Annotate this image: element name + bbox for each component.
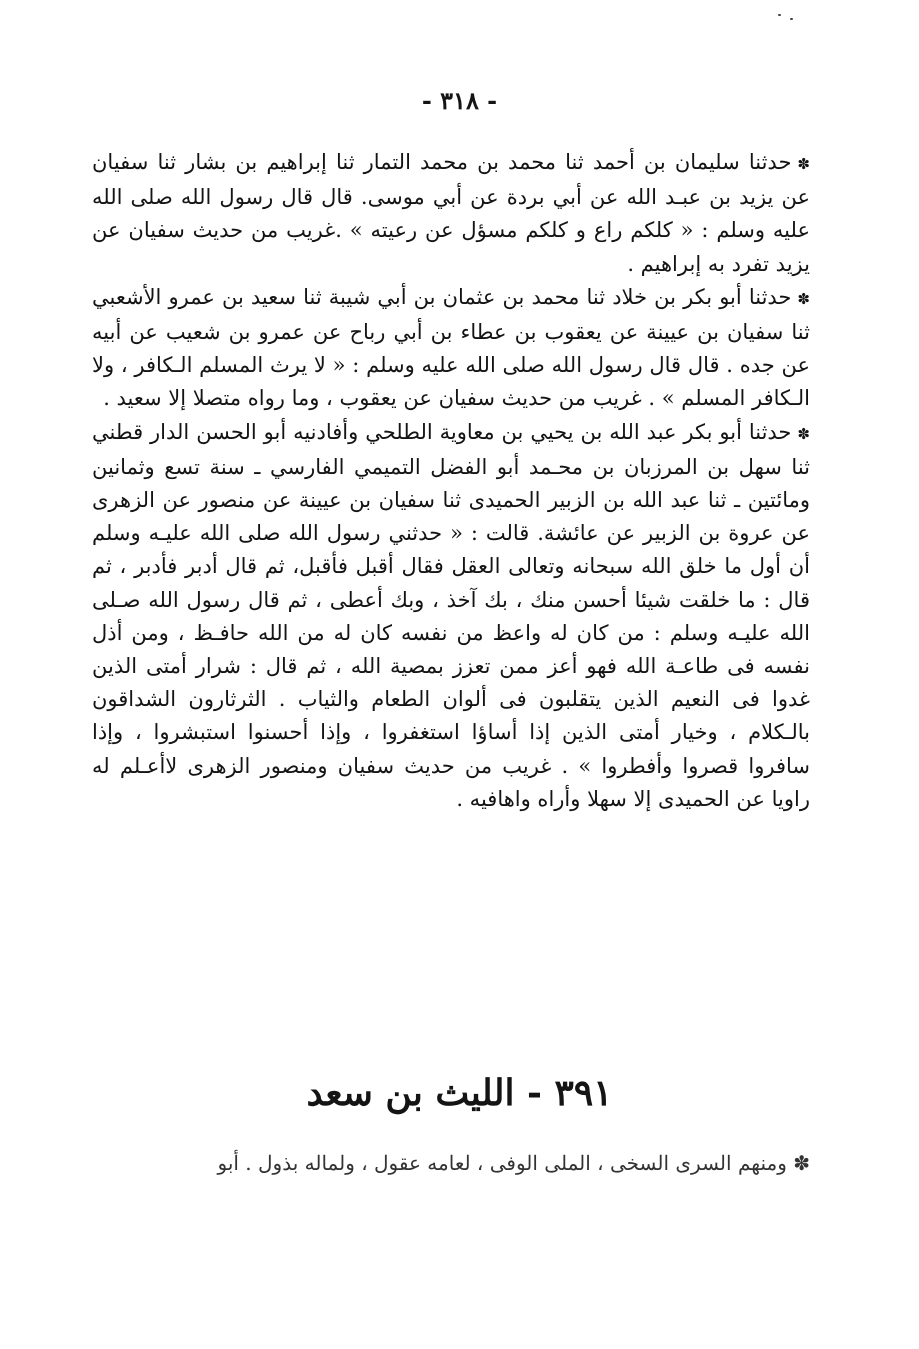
- hadith-paragraph-2: [92, 281, 810, 416]
- paragraph-marker: ✽: [797, 424, 810, 443]
- hadith-paragraph-3: [92, 416, 810, 816]
- hadith-text-1: حدثنا سليمان بن أحمد ثنا محمد بن محمد التمار ثنا إبراهيم بن بشار ثنا سفيان عن يزيد بن عبـد الله عن أبي بردة عن أبي موسى. قال قال رسول الله صلى الله عليه وسلم : « كلكم راع و كلكم مسؤل عن رعيته » .غريب من حديث سفيان عن يزيد تفرد به إبراهيم .: [92, 150, 810, 276]
- section-intro-line: ✽ ومنهم السرى السخى ، الملى الوفى ، لعامه عقول ، ولماله بذول . أبو: [217, 1151, 810, 1175]
- hadith-text-2: حدثنا أبو بكر بن خلاد ثنا محمد بن عثمان بن أبي شيبة ثنا سعيد بن عمرو الأشعبي ثنا سفيان بن عيينة عن يعقوب بن عطاء بن أبي رباح عن عمرو بن شعيب عن أبيه عن جده . قال قال رسول الله صلى الله عليه وسلم : « لا يرث المسلم الـكافر ، ولا الـكافر المسلم » . غريب من حديث سفيان عن يعقوب ، وما رواه متصلا إلا سعيد .: [92, 284, 810, 411]
- paragraph-marker: ✽: [797, 155, 810, 173]
- hadith-text-3: حدثنا أبو بكر عبد الله بن يحيي بن معاوية الطلحي وأفادنيه أبو الحسن الدار قطني ثنا سهل بن المرزبان بن محـمد أبو الفضل التميمي الفارسي ـ سنة تسع وثمانين ومائتين ـ ثنا عبد الله بن الزبير الحميدى ثنا سفيان بن عيينة عن منصور عن الزهرى عن عروة بن الزبير عن عائشة. قالت : « حدثني رسول الله صلى الله عليـه وسلم أن أول ما خلق الله سبحانه وتعالى العقل فقال أقبل فأقبل، ثم قال أدبر فأدبر ، ثم قال : ما خلقت شيئا أحسن منك ، بك آخذ ، وبك أعطى ، ثم قال رسول الله صـلى الله عليـه وسلم : من كان له واعظ من نفسه كان له من الله حافـظ ، ومن أذل نفسه فى طاعـة الله فهو أعز ممن تعزز بمصية الله ، ثم قال : شرار أمتى الذين غدوا فى النعيم الذين يتقلبون فى ألوان الطعام والثياب . الثرثارون الشداقون بالـكلام ، وخيار أمتى الذين إذا أساؤا استغفروا ، وإذا أحسنوا استبشروا ، وإذا سافروا قصروا وأفطروا » . غريب من حديث سفيان ومنصور الزهرى لاأعـلم له راويا عن الحميدى إلا سهلا وأراه واهافيه .: [92, 419, 810, 811]
- section-heading: ٣٩١ - الليث بن سعد: [306, 1072, 613, 1114]
- ink-speck: [778, 14, 781, 16]
- paragraph-marker: ✽: [797, 289, 810, 308]
- hadith-paragraph-1: [92, 146, 810, 281]
- page-number: - ٣١٨ -: [421, 86, 498, 115]
- ink-speck: [790, 18, 793, 20]
- main-text-block: [92, 146, 810, 816]
